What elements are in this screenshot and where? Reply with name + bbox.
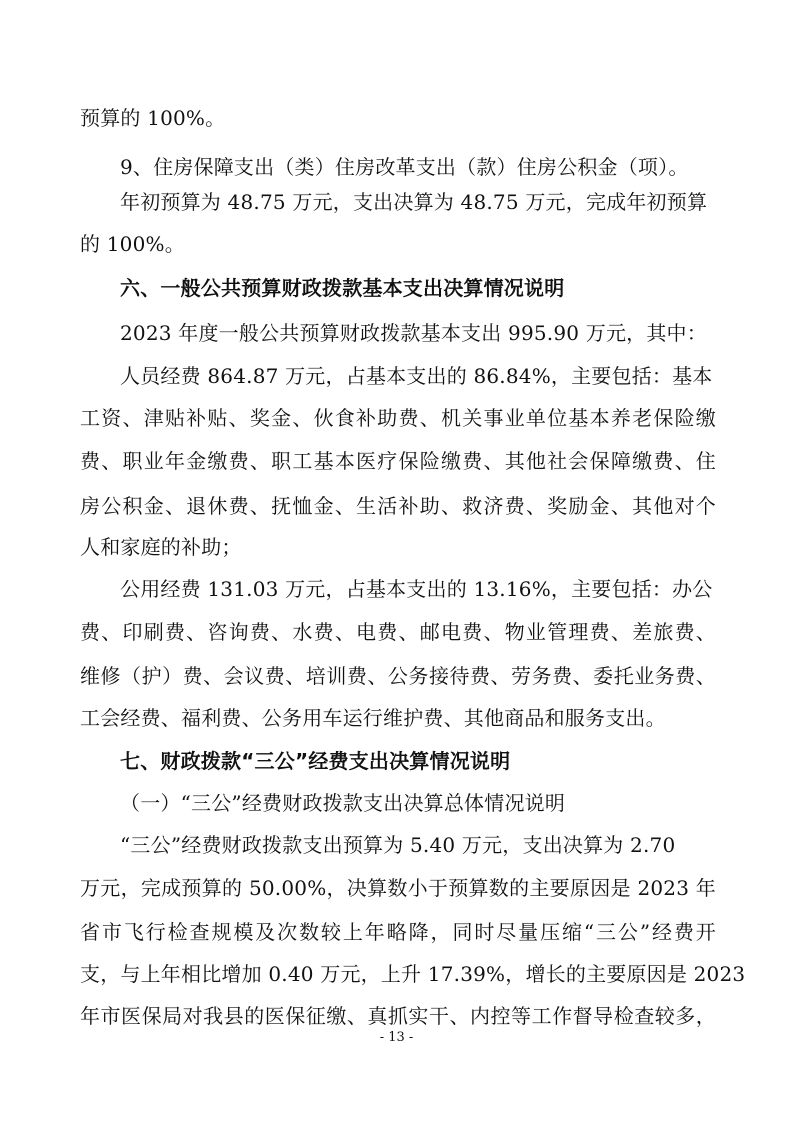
paragraph-line: 省市飞行检查规模及次数较上年略降，同时尽量压缩“三公”经费开 [80, 920, 716, 944]
section-heading: 六、一般公共预算财政拨款基本支出决算情况说明 [120, 276, 565, 300]
paragraph-line: 9、住房保障支出（类）住房改革支出（款）住房公积金（项）。 [120, 155, 689, 179]
subsection-heading: （一）“三公”经费财政拨款支出决算总体情况说明 [120, 791, 566, 815]
paragraph-line: 2023 年度一般公共预算财政拨款基本支出 995.90 万元，其中： [120, 321, 707, 345]
paragraph-line: 维修（护）费、会议费、培训费、公务接待费、劳务费、委托业务费、 [80, 664, 716, 688]
paragraph-line: 房公积金、退休费、抚恤金、生活补助、救济费、奖励金、其他对个 [80, 494, 716, 518]
paragraph-line: 公用经费 131.03 万元，占基本支出的 13.16%，主要包括：办公 [120, 577, 713, 601]
page-number: - 13 - [379, 1030, 414, 1045]
paragraph-line: 年市医保局对我县的医保征缴、真抓实干、内控等工作督导检查较多， [80, 1004, 716, 1028]
paragraph-line: 的 100%。 [80, 232, 185, 256]
paragraph-line: 工会经费、福利费、公务用车运行维护费、其他商品和服务支出。 [80, 706, 666, 730]
section-heading: 七、财政拨款“三公”经费支出决算情况说明 [120, 749, 511, 773]
paragraph-line: 支，与上年相比增加 0.40 万元，上升 17.39%，增长的主要原因是 2023 [80, 962, 746, 986]
paragraph-line: 预算的 100%。 [80, 106, 226, 130]
paragraph-line: 万元，完成预算的 50.00%，决算数小于预算数的主要原因是 2023 年 [80, 876, 716, 900]
paragraph-line: 费、印刷费、咨询费、水费、电费、邮电费、物业管理费、差旅费、 [80, 620, 716, 644]
paragraph-line: 年初预算为 48.75 万元，支出决算为 48.75 万元，完成年初预算 [120, 190, 708, 214]
paragraph-line: 工资、津贴补贴、奖金、伙食补助费、机关事业单位基本养老保险缴 [80, 406, 716, 430]
paragraph-line: 人员经费 864.87 万元，占基本支出的 86.84%，主要包括：基本 [120, 364, 713, 388]
paragraph-line: 费、职业年金缴费、职工基本医疗保险缴费、其他社会保障缴费、住 [80, 449, 716, 473]
paragraph-line: “三公”经费财政拨款支出预算为 5.40 万元，支出决算为 2.70 [120, 833, 676, 857]
paragraph-line: 人和家庭的补助； [80, 535, 242, 559]
